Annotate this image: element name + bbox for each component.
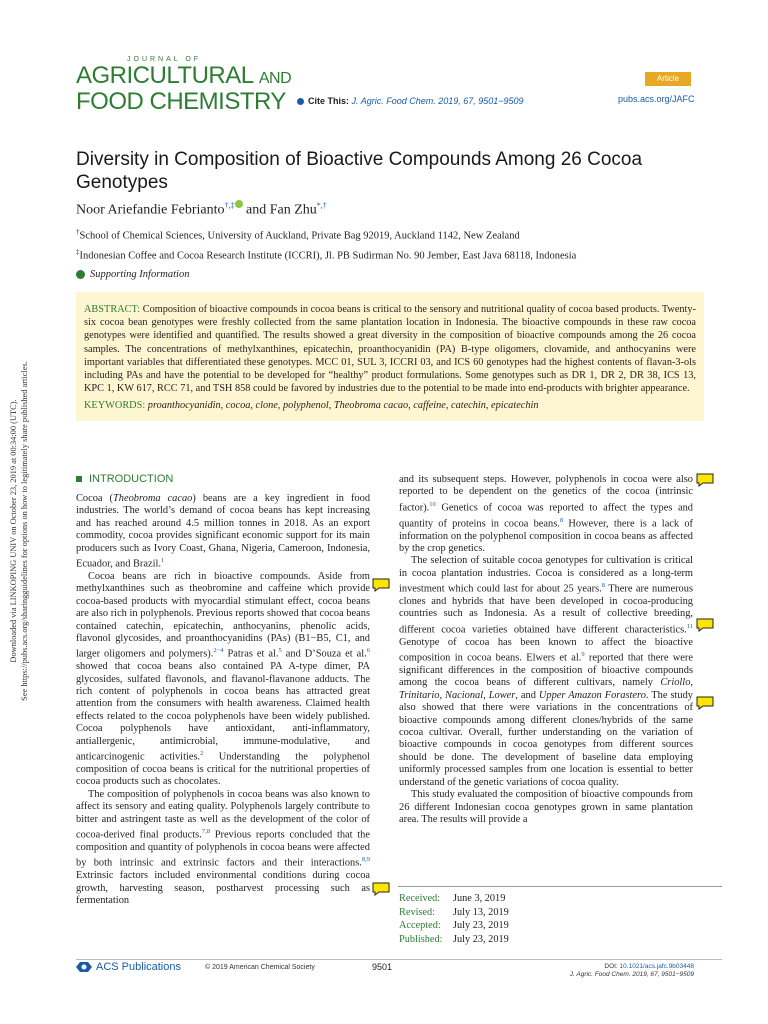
received-date [399,892,509,906]
text-run: However, there is a lack of information on the polyphenol composition in cocoa beans as affected by the crop genetics. [399,518,693,554]
dates-divider [398,886,722,887]
cultivar-name: Nacional [445,689,484,701]
text-run: There are numerous clones and hybrids that have been developed in cocoa-producing countries such as Indonesia. As a result of collective breeding, different cocoa varieties obtained have different characteristics. [399,583,693,636]
citation-link[interactable]: 8,9 [361,856,370,864]
date-value: July 23, 2019 [453,933,509,945]
download-notice-line1: Downloaded via LINKOPING UNIV on October 23, 2019 at 00:34:00 (UTC). [9,399,18,663]
paragraph [76,789,370,908]
text-run: Cocoa beans are rich in bioactive compounds. Aside from methylxanthines such as theobromine and caffeine which provide cocoa-based products with myocardial stimulant effect, cocoa beans are also rich in polyphenols. Previous reports showed that cocoa beans contained catechin, epicatechin, anthocyanins, phenolic acids, flavonol glycosides, and proanthocyanidins (PAs) (B1−B5, C1, and larger oligomers and polymers). [76,570,370,660]
date-value: June 3, 2019 [453,893,506,904]
supporting-info-label: Supporting Information [90,269,190,280]
text-run: The composition of polyphenols in cocoa beans was also known to affect its sensory and eating quality. Polyphenols largely contribute to bitter and astringent taste as well as the development of the color of cocoa-derived final products. [76,788,370,841]
article-type-badge: Article [645,72,691,86]
section-heading-introduction [76,473,173,485]
paragraph [76,571,370,789]
doi-block [520,963,694,979]
abstract-text: Composition of bioactive compounds in cocoa beans is critical to the sensory and nutritional quality of cocoa based products. Twenty-six cocoa bean genotypes were freshly collected from the same plantation location in Indonesia. The bioactive compounds in these raw cocoa genotypes were identified and quantified. The results showed a great diversity in the composition of bioactive compounds among the 26 cocoa samples. The concentrations of methylxanthines, epicatechin, proanthocyanidin (PA) B-type oligomers, clovamide, and anthocyanins were important variables that differentiated these genotypes. MCC 01, SUL 3, ICCRI 03, and ICS 60 genotypes had the highest contents of flavan-3-ols including PAs and have the potential to be developed for “healthy” product formulations. Some genotypes such as DR 1, DR 2, DR 38, ICS 13, KPC 1, KW 617, RCC 71, and TSH 858 could be favored by industries due to the potential to be made into end-products with brighter appearance. [84,304,696,395]
journal-name-and: AND [258,70,292,87]
citation-link[interactable]: 9 [581,651,585,659]
text-run: Extrinsic factors included environmental conditions during cocoa growth, harvesting season, postharvest processing such as fermentation [76,870,370,906]
date-label: Revised: [399,906,436,918]
text-run: , [690,677,693,689]
cultivar-name: Criollo [660,677,691,689]
doi-link[interactable]: 10.1021/acs.jafc.9b03448 [619,963,694,970]
affiliation-text: School of Chemical Sciences, University of Auckland, Private Bag 92019, Auckland 1142, New Zealand [79,230,520,242]
journal-name-line2: FOOD CHEMISTRY [76,88,286,115]
keywords-text: proanthocyanidin, cocoa, clone, polyphenol, Theobroma cacao, caffeine, catechin, epicatechin [147,400,539,412]
cite-reference-link[interactable]: J. Agric. Food Chem. 2019, 67, 9501−9509 [351,96,524,106]
footer-divider [76,959,722,960]
paragraph [399,789,693,826]
supporting-information-link[interactable] [76,269,189,280]
journal-logo [76,64,291,113]
accepted-date [399,919,509,933]
text-run: , and [515,689,539,701]
right-column [399,474,693,826]
left-column [76,493,370,907]
comment-annotation-icon[interactable] [696,473,714,487]
comment-annotation-icon[interactable] [696,618,714,632]
text-run: Previous reports concluded that the composition and quantity of polyphenols in cocoa beans were affected by both intrinsic and extrinsic factors and their interactions. [76,829,370,869]
heading-bullet-icon [76,476,82,482]
citation-link[interactable]: 8 [559,516,564,524]
date-label: Received: [399,893,441,904]
abstract-box [76,292,704,421]
abstract-body [84,303,696,395]
comment-annotation-icon[interactable] [696,696,714,710]
published-date [399,933,509,947]
paragraph [76,493,370,571]
journal-name-line1: AGRICULTURAL [76,62,253,89]
comment-annotation-icon[interactable] [372,882,390,896]
orcid-icon[interactable] [235,200,243,208]
supporting-info-icon [76,270,85,279]
citation-link[interactable]: 2 [200,750,204,758]
cite-icon [297,98,304,105]
abstract-label: ABSTRACT: [84,304,141,315]
author-name-2[interactable]: and Fan Zhu [246,202,317,218]
citation-link[interactable]: 7,8 [201,827,210,835]
citation-link[interactable]: 2−4 [213,647,224,655]
publication-dates [399,892,509,946]
download-notice [8,341,30,721]
text-run: , [483,689,489,701]
affiliation-1 [76,226,520,243]
text-run: ) beans are a key ingredient in food industries. The world’s demand of cocoa beans has kept increasing and has reached around 4.5 million tonnes in 2018. As an export commodity, cocoa provides significant economic support for its main producers such as Ivory Coast, Ghana, Nigeria, Cameroon, Indonesia, Ecuador, and Brazil. [76,493,371,570]
text-run: Patras et al. [223,648,279,660]
citation-link[interactable]: 8 [601,582,605,590]
download-notice-line2: See https://pubs.acs.org/sharingguidelines for options on how to legitimately share published articles. [20,361,29,701]
citation-link[interactable]: 5 [278,647,282,655]
revised-date [399,906,509,920]
date-value: July 13, 2019 [453,906,509,918]
cite-label: Cite This: [308,96,350,106]
text-run: This study evaluated the composition of bioactive compounds from 26 different Indonesian cocoa genotypes grown in same plantation area. The results will provide a [399,789,693,825]
citation-link[interactable]: 6 [366,647,370,655]
keywords-line [84,399,696,412]
journal-url-link[interactable]: pubs.acs.org/JAFC [618,94,695,104]
author-affiliation-marks: †,‡ [224,201,235,210]
comment-annotation-icon[interactable] [372,578,390,592]
article-title: Diversity in Composition of Bioactive Compounds Among 26 Cocoa Genotypes [76,149,643,193]
text-run: and its subsequent steps. However, polyphenols in cocoa were also reported to be dependent on the genetics of the cocoa (intrinsic factor). [399,474,693,514]
page-number: 9501 [372,962,393,972]
text-run: Genotype of cocoa has been known to affect the bioactive composition in cocoa beans. Elwers et al. [399,636,693,664]
text-run: Cocoa ( [76,493,114,504]
citation-link[interactable]: 10 [429,500,436,508]
date-value: July 23, 2019 [453,920,509,932]
footer-citation: J. Agric. Food Chem. 2019, 67, 9501−9509 [569,971,694,978]
cultivar-name: Trinitario [399,689,440,701]
paragraph [399,474,693,555]
date-label: Published: [399,933,443,945]
paragraph [399,555,693,789]
text-run: and D’Souza et al. [281,648,367,660]
citation-link[interactable]: 1 [160,557,165,565]
keywords-label: KEYWORDS: [84,400,146,412]
acs-publications-logo[interactable] [76,961,181,973]
acs-hexagon-icon [76,961,92,973]
species-name: Theobroma cacao [113,493,193,504]
date-label: Accepted: [399,920,441,932]
journal-kicker: JOURNAL OF [127,56,202,63]
affiliation-mark: ‡ [76,248,80,256]
author-name[interactable]: Noor Ariefandie Febrianto [76,202,225,218]
copyright: © 2019 American Chemical Society [205,964,315,971]
text-run: , [439,689,446,701]
text-run: . The study also showed that there were variations in the concentrations of bioactive compounds among different clones/hybrids of the same cocoa cultivar. Overall, further understanding on the variation of bioactive compounds in cocoa genotypes from different sources should be done. The development of baseline data employing uniformly processed samples from one location is essential to better understand of the genetic variations of cocoa quality. [399,689,693,788]
affiliation-2 [76,246,576,263]
text-run: Understanding the polyphenol composition of cocoa beans is critical for the nutritional properties of cocoa products such as chocolates. [76,751,370,788]
doi-label: DOI: [604,963,620,970]
citation-link[interactable]: 11 [686,622,693,630]
author-list [76,200,327,219]
cite-this[interactable] [297,96,524,106]
affiliation-text: Indonesian Coffee and Cocoa Research Institute (ICCRI), Jl. PB Sudirman No. 90 Jember, East Java 68118, Indonesia [79,250,577,262]
text-run: showed that cocoa beans also contained PA A-type dimer, PA glycosides, sulfated flavonols, and flavanol-flavanone adducts. The rich content of polyphenols in cocoa beans has attracted great attention from the consumers with health awareness. Claimed health effects related to the cocoa polyphenols have been widely published. Cocoa polyphenols have antioxidant, anti-inflammatory, antiallergenic, antimicrobial, immune-modulative, and anticarcinogenic activities. [76,661,370,763]
publisher-name: ACS Publications [96,961,181,973]
affiliation-mark: † [76,228,80,236]
section-heading-text: INTRODUCTION [89,473,174,485]
cultivar-name: Upper Amazon Forastero [538,689,646,701]
author2-affiliation-marks: *,† [316,201,327,210]
cultivar-name: Lower [488,689,516,701]
text-run: The selection of suitable cocoa genotypes for cultivation is critical in cocoa plantation industries. Cocoa is considered as a long-term investment which could last for about 25 years. [399,555,693,595]
text-run: reported that there were significant differences in the composition of bioactive compounds among the cocoa beans of different cultivars, namely [399,652,693,689]
text-run: Genetics of cocoa was reported to affect the types and quantity of proteins in cocoa beans. [399,502,693,530]
